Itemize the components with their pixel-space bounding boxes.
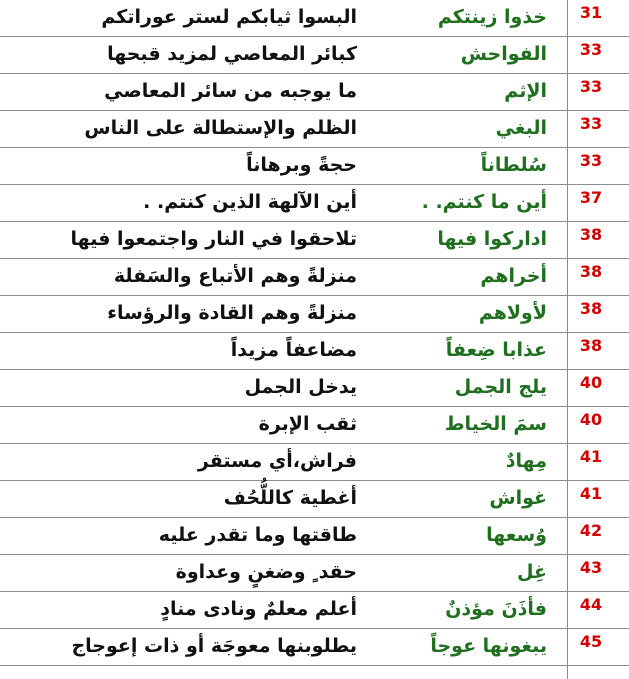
verse-number: 38 [579,336,603,355]
quran-word: لأولاهم [478,302,547,324]
quran-word: سمَ الخياط [444,413,547,435]
table-row [0,148,629,185]
quran-word: أين ما كنتم. . [421,191,547,213]
word-meaning: منزلةً وهم الأتباع والسَفلة [113,265,357,287]
table-row [0,518,629,555]
word-meaning: منزلةً وهم القادة والرؤساء [107,302,357,324]
table-row [0,370,629,407]
quran-word: الفواحش [460,43,547,65]
quran-word: وُسعها [486,524,547,546]
verse-number: 40 [579,410,603,429]
word-meaning: يطلوبنها معوجَة أو ذات إعوجاج [71,635,357,657]
table-row [0,333,629,370]
quran-word: خذوا زينتكم [437,6,547,28]
verse-number: 33 [579,77,603,96]
table-row [0,185,629,222]
quran-word: الإثم [504,80,547,102]
table-row [0,481,629,518]
word-meaning: مضاعفاً مزيداً [230,339,357,361]
quran-word: البغي [495,117,547,139]
verse-number: 33 [579,114,603,133]
verse-number: 31 [579,3,603,22]
word-meaning: أغطية كاللُّحُف [223,487,357,509]
quran-word: غواش [489,487,547,509]
table-row [0,407,629,444]
quran-word: عذابا ضِعفاً [445,339,547,361]
quran-word: أخراهم [480,265,547,287]
table-row [0,444,629,481]
word-meaning: تلاحقوا في النار واجتمعوا فيها [70,228,357,250]
table-row [0,111,629,148]
quran-word: مِهادٌ [505,450,547,472]
table-row [0,629,629,666]
table-row [0,37,629,74]
word-meaning: فراش،أي مستقر [197,450,357,472]
table-row [0,555,629,592]
table-row [0,0,629,37]
quran-word: غِل [517,561,547,583]
table-row [0,74,629,111]
quran-word: اداركوا فيها [437,228,547,250]
verse-number: 41 [579,447,603,466]
word-meaning: ما يوجبه من سائر المعاصي [104,80,357,102]
quran-word: سُلطاناً [480,154,547,176]
verse-number: 38 [579,262,603,281]
word-meaning: الظلم والإستطالة على الناس [84,117,357,139]
word-meaning: طاقتها وما تقدر عليه [158,524,357,546]
word-meaning: يدخل الجمل [244,376,357,398]
table-row [0,592,629,629]
quran-word: يبغونها عوجاً [430,635,547,657]
verse-number: 45 [579,632,603,651]
verse-number: 44 [579,595,603,614]
word-meaning: أعلم معلمٌ ونادى منادٍ [160,598,357,620]
table-row [0,296,629,333]
verse-number: 37 [579,188,603,207]
quran-word: يلج الجمل [454,376,547,398]
verse-number: 33 [579,151,603,170]
quran-word: فأذَنَ مؤذنٌ [445,598,547,620]
verse-number: 41 [579,484,603,503]
verse-number: 40 [579,373,603,392]
verse-number: 33 [579,40,603,59]
word-meaning: ثقب الإبرة [258,413,357,435]
verse-number: 43 [579,558,603,577]
word-meaning: كبائر المعاصي لمزيد قبحها [107,43,357,65]
word-meaning: حجةً وبرهاناً [246,154,357,176]
verse-number: 38 [579,225,603,244]
verse-number: 38 [579,299,603,318]
verse-number: 42 [579,521,603,540]
word-meaning: البسوا ثيابكم لستر عوراتكم [101,6,357,28]
table-row [0,259,629,296]
word-meaning: أين الآلهة الذين كنتم. . [143,191,357,213]
table-row [0,222,629,259]
word-meaning: حقد ٍ وضغنٍ وعداوة [175,561,357,583]
